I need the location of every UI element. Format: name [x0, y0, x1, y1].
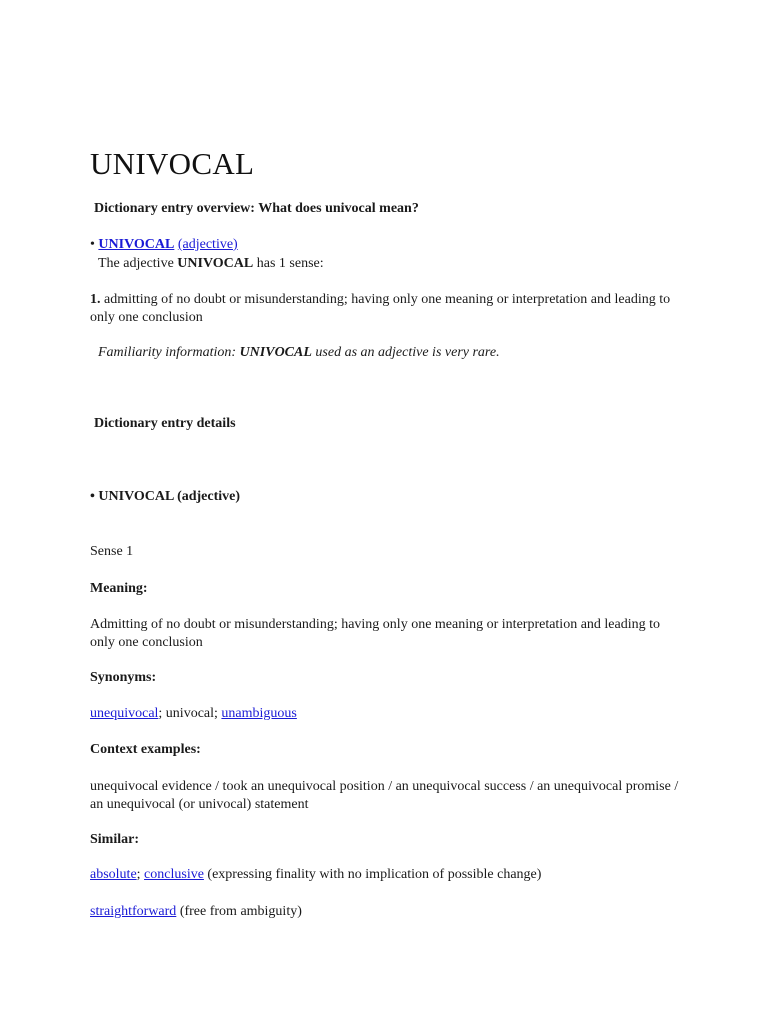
- sense-number: 1.: [90, 292, 101, 307]
- similar-link-straightforward[interactable]: straightforward: [90, 904, 177, 919]
- overview-word-link[interactable]: UNIVOCAL: [98, 237, 175, 252]
- headword-title: UNIVOCAL: [90, 146, 255, 181]
- similar-link-conclusive[interactable]: conclusive: [144, 867, 204, 882]
- context-label: Context examples:: [90, 742, 201, 757]
- details-pos-heading: • UNIVOCAL (adjective): [90, 489, 241, 504]
- synonyms-line: [90, 706, 297, 722]
- synonym-link-unambiguous[interactable]: unambiguous: [221, 706, 297, 721]
- similar-gloss-1: (expressing finality with no implication of possible change): [203, 867, 542, 882]
- similar-gloss-2: (free from ambiguity): [176, 904, 302, 919]
- familiarity-post: used as an adjective is very rare.: [311, 345, 500, 360]
- familiarity-line: [98, 345, 500, 361]
- meaning-text: Admitting of no doubt or misunderstanding; having only one meaning or interpretation and leading to only one conclusion: [90, 617, 661, 650]
- similar-separator: ;: [136, 867, 145, 882]
- similar-link-absolute[interactable]: absolute: [90, 867, 137, 882]
- overview-entry-line: [90, 237, 238, 253]
- bullet: •: [90, 237, 95, 252]
- sense-count-line: [98, 256, 324, 272]
- sense-label: Sense 1: [90, 544, 134, 559]
- sense-count-pre: The adjective: [98, 256, 178, 271]
- familiarity-pre: Familiarity information:: [98, 345, 240, 360]
- synonym-separator: ; univocal;: [158, 706, 222, 721]
- familiarity-word: UNIVOCAL: [239, 345, 312, 360]
- sense-text: admitting of no doubt or misunderstanding; having only one meaning or interpretation and leading to only one conclusion: [90, 292, 671, 325]
- meaning-label: Meaning:: [90, 581, 148, 596]
- overview-pos-link[interactable]: (adjective): [177, 237, 238, 252]
- sense-count-post: has 1 sense:: [253, 256, 324, 271]
- overview-heading: Dictionary entry overview: What does univocal mean?: [94, 201, 419, 216]
- similar-line-2: [90, 904, 302, 920]
- sense-definition: [90, 291, 680, 327]
- synonym-link-unequivocal[interactable]: unequivocal: [90, 706, 159, 721]
- similar-label: Similar:: [90, 832, 139, 847]
- context-text: unequivocal evidence / took an unequivocal position / an unequivocal success / an unequivocal promise / an unequivocal (or univocal) statement: [90, 779, 679, 812]
- similar-line-1: [90, 867, 541, 883]
- synonyms-label: Synonyms:: [90, 670, 157, 685]
- sense-count-word: UNIVOCAL: [177, 256, 254, 271]
- details-heading: Dictionary entry details: [94, 416, 236, 431]
